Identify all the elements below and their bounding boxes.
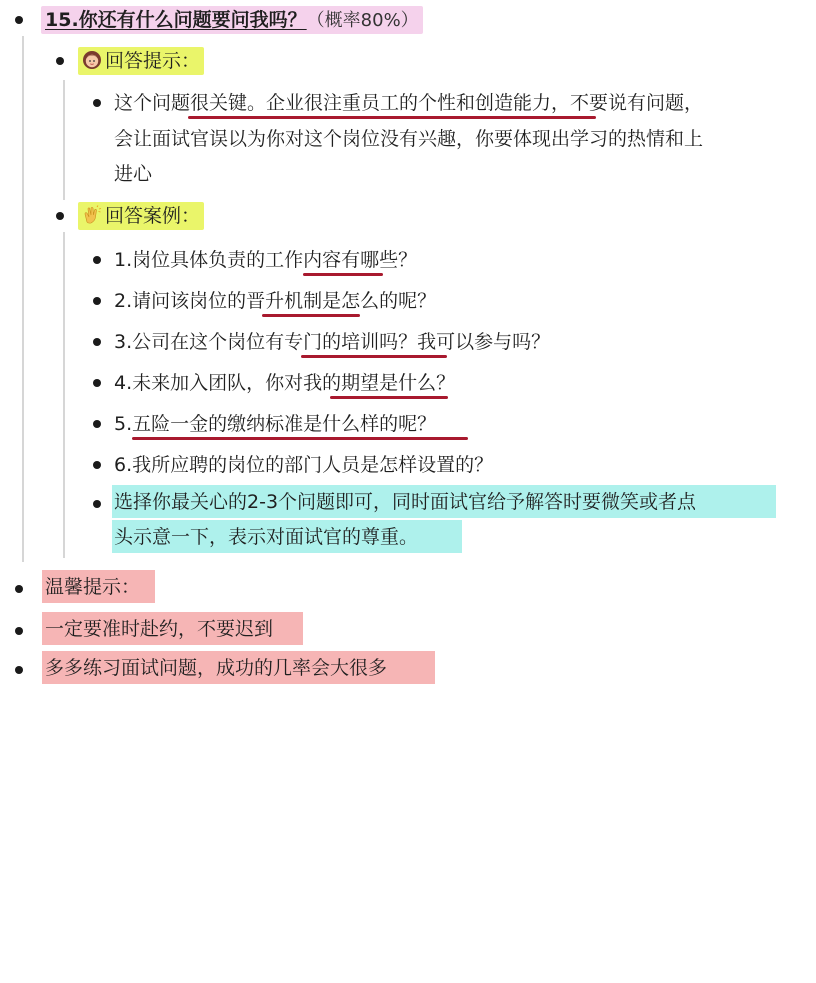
tips-text-line1: 这个问题很关键。企业很注重员工的个性和创造能力，不要说有问题，: [114, 92, 704, 114]
bullet: [15, 627, 23, 635]
indent-guide-level1: [22, 36, 24, 562]
bullet: [93, 297, 101, 305]
emphasis-underline: [188, 116, 596, 119]
advice-text-line2: 头示意一下，表示对面试官的尊重。: [114, 526, 419, 548]
examples-label-text: 回答案例：: [105, 205, 201, 227]
bullet: [93, 256, 101, 264]
bullet: [93, 379, 101, 387]
examples-label-line: [82, 204, 204, 228]
advice-text-line1: 选择你最关心的2-3个问题即可，同时面试官给予解答时要微笑或者点: [114, 491, 697, 513]
heading-line: [45, 8, 423, 33]
woman-face-icon: [82, 50, 102, 70]
tips-text-line3: 进心: [114, 163, 153, 185]
clapping-hands-icon: [82, 205, 102, 225]
bullet: [56, 212, 64, 220]
tips-label-text: 回答提示：: [105, 50, 201, 72]
bullet: [56, 57, 64, 65]
bullet: [93, 338, 101, 346]
example-item: 5.五险一金的缴纳标准是什么样的呢？: [114, 413, 437, 435]
tips-label-line: [82, 49, 204, 73]
emphasis-underline: [132, 437, 468, 440]
examples-label: [78, 202, 204, 230]
bullet: [93, 500, 101, 508]
reminder-item: 一定要准时赴约，不要迟到: [45, 618, 274, 640]
example-item: 3.公司在这个岗位有专门的培训吗？我可以参与吗？: [114, 331, 551, 353]
indent-guide-level2-examples: [63, 232, 65, 558]
reminder-heading: 温馨提示：: [45, 576, 141, 598]
page-title: [41, 6, 423, 34]
emphasis-underline: [262, 314, 360, 317]
tips-label: [78, 47, 204, 75]
emphasis-underline: [330, 396, 448, 399]
example-item: 1.岗位具体负责的工作内容有哪些？: [114, 249, 418, 271]
example-item: 4.未来加入团队，你对我的期望是什么？: [114, 372, 456, 394]
tips-text-line2: 会让面试官误以为你对这个岗位没有兴趣，你要体现出学习的热情和上: [114, 128, 704, 150]
bullet: [15, 16, 23, 24]
bullet: [15, 585, 23, 593]
example-item: 6.我所应聘的岗位的部门人员是怎样设置的？: [114, 454, 494, 476]
example-item: 2.请问该岗位的晋升机制是怎么的呢？: [114, 290, 437, 312]
bullet: [93, 461, 101, 469]
reminder-item: 多多练习面试问题，成功的几率会大很多: [45, 657, 388, 679]
bullet: [15, 666, 23, 674]
bullet: [93, 420, 101, 428]
question-title: 15.你还有什么问题要问我吗？: [45, 9, 307, 31]
indent-guide-level2-tips: [63, 80, 65, 200]
bullet: [93, 99, 101, 107]
emphasis-underline: [301, 355, 447, 358]
emphasis-underline: [303, 273, 383, 276]
probability-note: （概率80%）: [306, 10, 419, 31]
